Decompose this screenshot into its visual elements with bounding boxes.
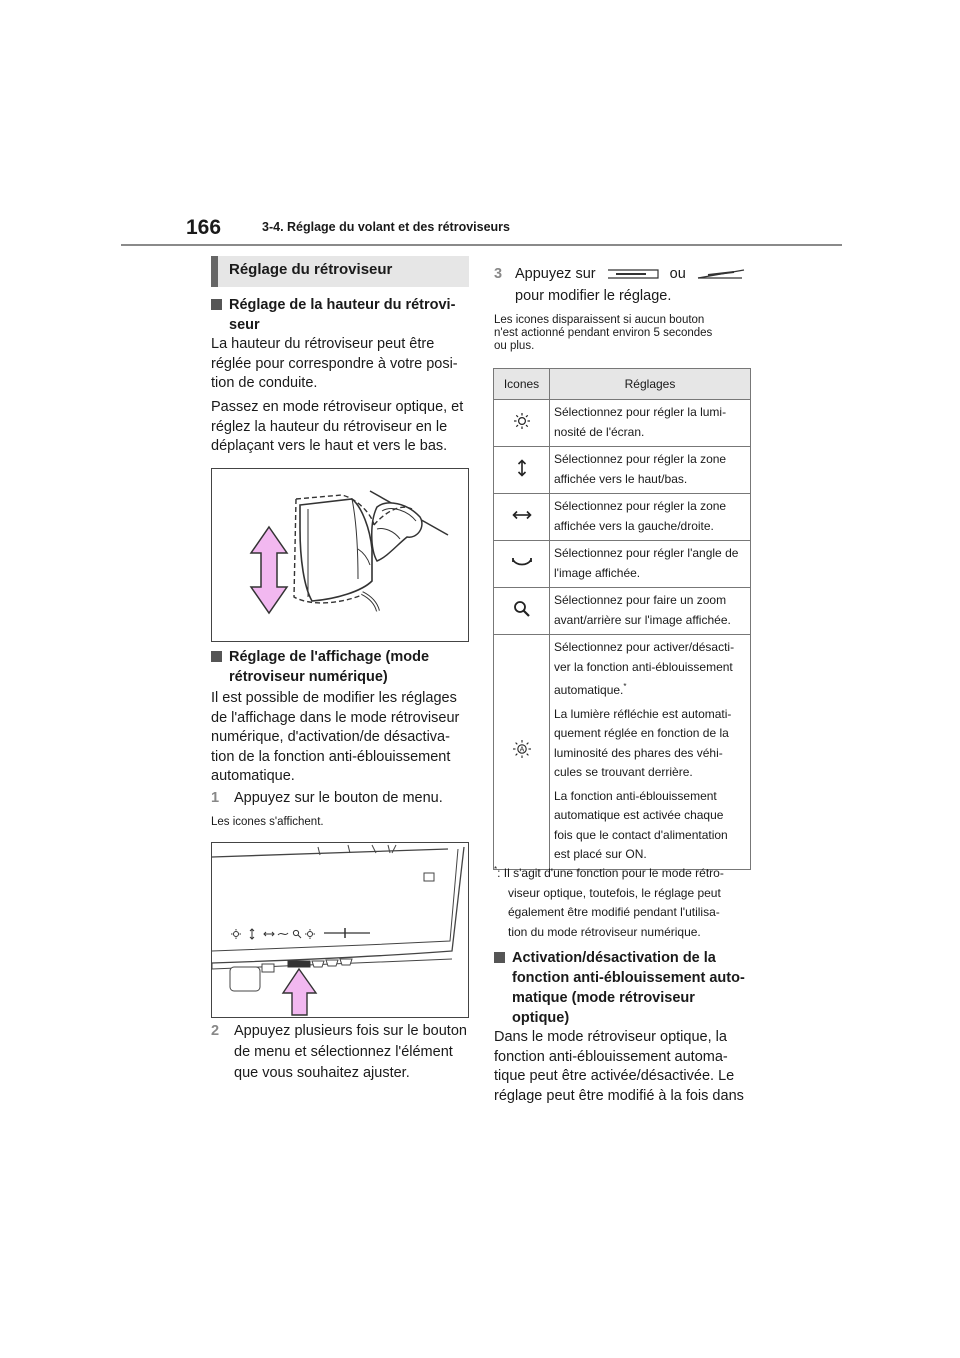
running-header: 3-4. Réglage du volant et des rétroviseurs <box>262 220 510 234</box>
tilt-right-button-icon <box>696 268 746 280</box>
mirror-height-illustration <box>212 469 467 640</box>
subheading-auto-antiglare: Activation/désactivation de la fonction anti-éblouissement auto- matique (mode rétroviseur optique) <box>494 948 756 1028</box>
note-icons-display: Les icones s'affichent. <box>211 816 324 828</box>
step-1: 1 Appuyez sur le bouton de menu. <box>211 790 443 806</box>
table-row: Sélectionnez pour faire un zoom avant/arrière sur l'image affichée. <box>494 588 751 635</box>
paragraph-auto-antiglare: Dans le mode rétroviseur optique, la fonction anti-éblouissement automa- tique peut être activée/désactivée. Le réglage peut être modifié à la fois dans <box>494 1029 744 1104</box>
up-arrow-icon <box>283 969 316 1015</box>
brightness-icon <box>513 412 531 430</box>
paragraph-height: La hauteur du rétroviseur peut être réglée pour correspondre à votre posi- tion de conduite. <box>211 336 458 392</box>
paragraph-optical-mode: Passez en mode rétroviseur optique, et réglez la hauteur du rétroviseur en le déplaçant vers le haut et vers le bas. <box>211 399 464 455</box>
icons-settings-table <box>493 368 751 870</box>
section-title: Réglage du rétroviseur <box>229 261 393 278</box>
tilt-left-button-icon <box>606 268 660 280</box>
vertical-arrows-icon <box>515 459 529 477</box>
zoom-icon <box>513 600 531 618</box>
table-header-row <box>494 369 751 400</box>
table-row: Sélectionnez pour régler l'angle de l'image affichée. <box>494 541 751 588</box>
bullet-square-icon <box>211 299 222 310</box>
tilt-icon <box>511 556 533 568</box>
table-row: Sélectionnez pour régler la zone affichée vers le haut/bas. <box>494 447 751 494</box>
page-number: 166 <box>186 216 222 239</box>
svg-text:A: A <box>519 746 524 754</box>
step-2: 2 Appuyez plusieurs fois sur le bouton de menu et sélectionnez l'élément que vous souhaitez ajuster. <box>211 1023 467 1081</box>
auto-antiglare-icon <box>512 739 532 759</box>
subheading-display-setting: Réglage de l'affichage (mode rétroviseur numérique) <box>211 647 471 689</box>
header-rule <box>121 244 842 246</box>
section-title-band <box>211 256 469 287</box>
footnote: *: Il s'agit d'une fonction pour le mode rétro- viseur optique, toutefois, le réglage peut également être modifié pendant l'utilisa- tion du mode rétroviseur numérique. <box>494 865 724 939</box>
figure-mirror-display <box>211 842 469 1018</box>
table-row: A Sélectionnez pour activer/désacti- ver la fonction anti-éblouissement automatique.* La lumière réfléchie est automati- quement réglée en fonction de la luminosité des phares des véhi- cules se trouvant derrière. La fonction anti-éblouissement automatique est activée chaque fois que le contact d'alimentation est placé sur ON. <box>494 635 751 870</box>
mirror-display-illustration <box>212 843 467 1016</box>
table-row: Sélectionnez pour régler la zone affichée vers la gauche/droite. <box>494 494 751 541</box>
step-3: 3 Appuyez sur ou pour modifier le réglage. <box>494 262 754 286</box>
horizontal-arrows-icon <box>512 509 532 521</box>
note-icons-disappear: Les icones disparaissent si aucun bouton n'est actionné pendant environ 5 secondes ou plus. <box>494 314 713 352</box>
column-header-settings: Réglages <box>550 369 751 400</box>
subheading-mirror-height: Réglage de la hauteur du rétrovi- seur <box>211 295 471 337</box>
table-row: Sélectionnez pour régler la lumi- nosité de l'écran. <box>494 400 751 447</box>
bullet-square-icon <box>494 952 505 963</box>
figure-mirror-height <box>211 468 469 642</box>
paragraph-display: Il est possible de modifier les réglages de l'affichage dans le mode rétroviseur numérique, d'activation/de désactiva- tion de la fonction anti-éblouissement automatique. <box>211 690 460 785</box>
up-down-arrow-icon <box>251 527 287 613</box>
bullet-square-icon <box>211 651 222 662</box>
column-header-icons: Icones <box>494 369 550 400</box>
